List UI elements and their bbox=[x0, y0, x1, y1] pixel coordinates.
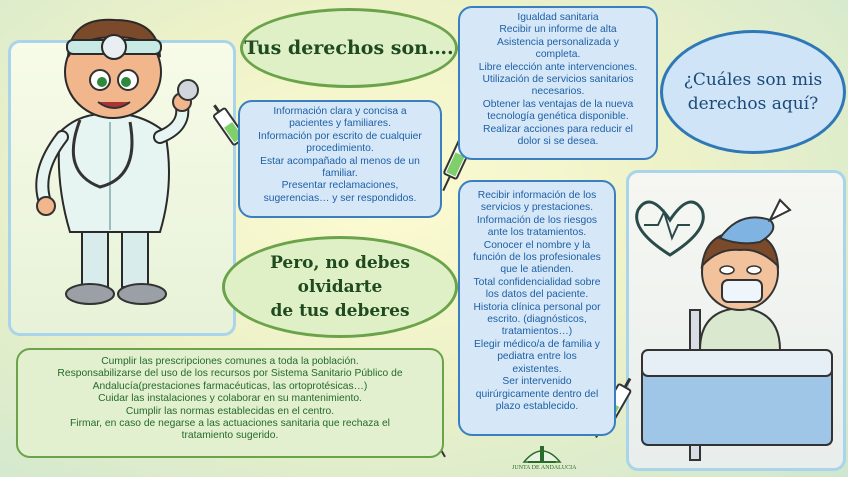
rights-right-line: tratamientos…) bbox=[501, 326, 573, 338]
duties-line: tratamiento sugerido. bbox=[181, 430, 279, 442]
rights-box-top bbox=[458, 6, 658, 160]
duties-line: Firmar, en caso de negarse a las actuaciones sanitaria que rechaza el bbox=[70, 418, 390, 430]
question-text-line-2: derechos aquí? bbox=[687, 94, 819, 114]
rights-top-line: Utilización de servicios sanitarios bbox=[482, 74, 634, 86]
rights-top-line: Libre elección ante intervenciones. bbox=[478, 61, 638, 73]
rights-title-bubble bbox=[240, 8, 458, 88]
rights-left-line: Presentar reclamaciones, bbox=[281, 180, 399, 192]
rights-right-line: Recibir información de los bbox=[477, 190, 597, 201]
rights-left-line: familiar. bbox=[322, 168, 358, 180]
logo-caption: JUNTA DE ANDALUCIA bbox=[512, 465, 577, 471]
rights-top-line: necesarios. bbox=[531, 86, 585, 98]
rights-left-line: Información por escrito de cualquier bbox=[258, 130, 422, 142]
rights-right-line: Conocer el nombre y la bbox=[483, 239, 591, 251]
patient-illustration bbox=[630, 180, 836, 464]
rights-left-line: pacientes y familiares. bbox=[289, 118, 391, 130]
question-text-line-1: ¿Cuáles son mis bbox=[683, 70, 823, 90]
duties-line: Andalucía(prestaciones farmacéuticas, las ortoprotésicas…) bbox=[92, 380, 368, 392]
rights-top-line: Realizar acciones para reducir el bbox=[483, 123, 633, 135]
rights-box-left bbox=[238, 100, 442, 218]
rights-right-line: Elegir médico/a de familia y bbox=[474, 338, 600, 350]
rights-top-line: completa. bbox=[535, 49, 581, 61]
duties-text-line-2: de tus deberes bbox=[270, 301, 410, 321]
duties-box bbox=[16, 348, 444, 458]
duties-line: Cumplir las prescripciones comunes a toda la población. bbox=[101, 356, 359, 367]
rights-right-line: ante los tratamientos. bbox=[487, 227, 587, 239]
rights-right-line: escrito. (diagnósticos, bbox=[487, 314, 587, 326]
duties-text-line-1: Pero, no debes olvidarte bbox=[270, 253, 410, 297]
rights-left-line: sugerencias… y ser respondidos. bbox=[263, 192, 417, 204]
rights-top-line: Asistencia personalizada y bbox=[497, 36, 619, 48]
rights-top-line: Recibir un informe de alta bbox=[499, 24, 617, 36]
rights-right-line: función de los profesionales bbox=[473, 252, 601, 264]
rights-title-text: Tus derechos son…. bbox=[244, 37, 454, 59]
duties-bubble bbox=[222, 236, 458, 338]
question-bubble bbox=[660, 30, 846, 154]
rights-right-line: Historia clínica personal por bbox=[473, 301, 601, 313]
rights-right-line: Ser intervenido bbox=[502, 376, 572, 388]
rights-right-line: Información de los riesgos bbox=[476, 214, 598, 226]
rights-top-line: Igualdad sanitaria bbox=[517, 12, 599, 23]
rights-top-line: dolor si se desea. bbox=[517, 136, 599, 148]
rights-right-line: que le atienden. bbox=[500, 264, 574, 276]
rights-left-line: Estar acompañado al menos de un bbox=[260, 155, 420, 167]
rights-top-line: Obtener las ventajas de la nueva bbox=[482, 98, 634, 110]
rights-top-line: tecnología genética disponible. bbox=[487, 111, 629, 123]
rights-right-line: Total confidencialidad sobre bbox=[473, 276, 601, 288]
rights-right-line: quirúrgicamente dentro del bbox=[475, 388, 599, 400]
rights-box-right bbox=[458, 180, 616, 436]
duties-line: Cuidar las instalaciones y colaborar en su mantenimiento. bbox=[98, 393, 362, 405]
rights-right-line: existentes. bbox=[512, 363, 562, 375]
duties-line: Cumplir las normas establecidas en el centro. bbox=[125, 405, 335, 417]
rights-right-line: pediatra entre los bbox=[497, 351, 577, 363]
rights-right-line: servicios y prestaciones. bbox=[480, 202, 594, 214]
rights-left-line: Información clara y concisa a bbox=[273, 106, 407, 117]
junta-andalucia-logo-icon bbox=[520, 440, 564, 466]
duties-line: Responsabilizarse del uso de los recursos por Sistema Sanitario Público de bbox=[57, 368, 403, 380]
doctor-illustration bbox=[10, 2, 230, 322]
rights-left-line: procedimiento. bbox=[306, 143, 374, 155]
rights-right-line: los datos del paciente. bbox=[485, 289, 589, 301]
rights-right-line: plazo establecido. bbox=[495, 400, 579, 412]
